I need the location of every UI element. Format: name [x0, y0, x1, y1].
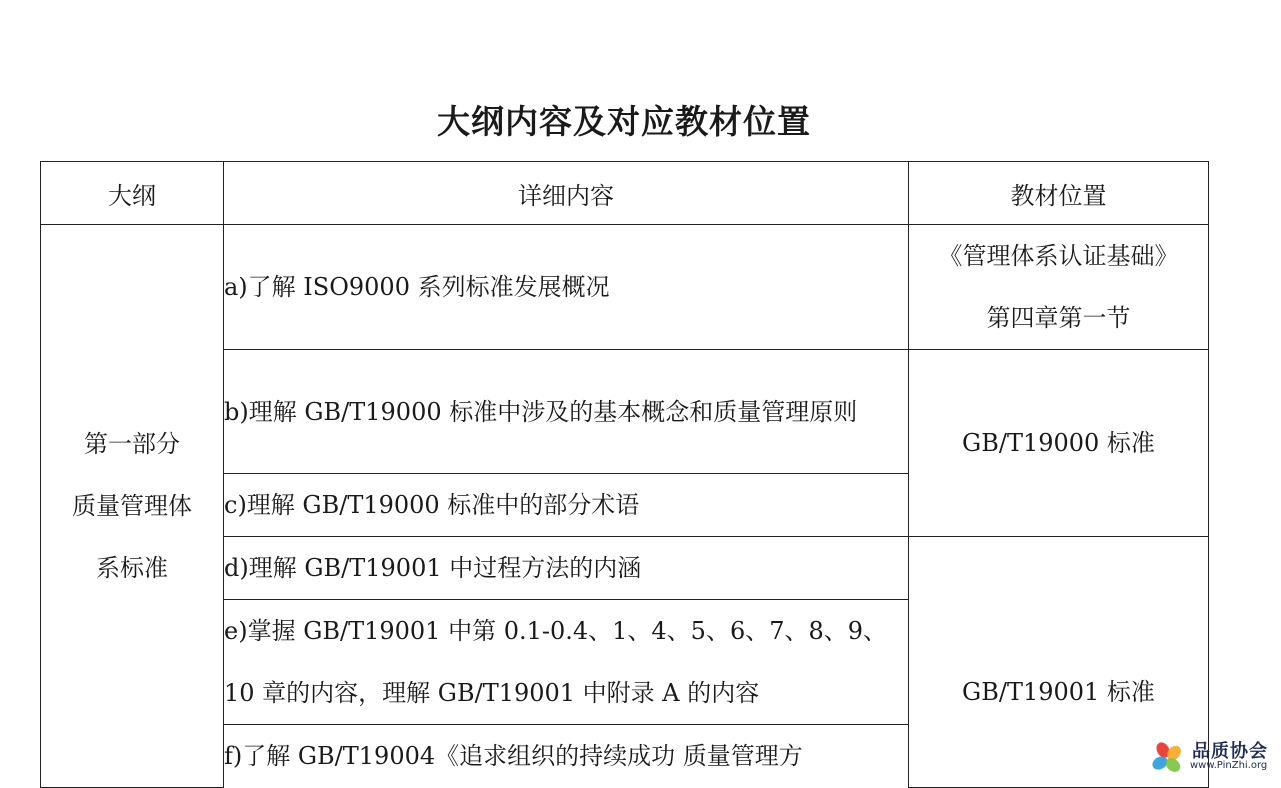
watermark-logo [1150, 737, 1278, 775]
detail-cell: d)理解 GB/T19001 中过程方法的内涵 [224, 537, 909, 600]
location-line: 第四章第一节 [986, 304, 1131, 332]
part-line: 第一部分 [84, 429, 180, 458]
header-row [41, 162, 1209, 225]
part-line: 质量管理体 [72, 491, 192, 520]
header-detail: 详细内容 [224, 162, 909, 225]
page-title: 大纲内容及对应教材位置 [437, 102, 811, 141]
location-line: 《管理体系认证基础》 [938, 242, 1179, 270]
location-cell: GB/T19001 标准 [909, 537, 1209, 788]
table-row [41, 225, 1209, 350]
detail-cell: e)掌握 GB/T19001 中第 0.1-0.4、1、4、5、6、7、8、9、10 章的内容，理解 GB/T19001 中附录 A 的内容 [224, 600, 909, 725]
outline-table [40, 161, 1209, 788]
logo-name: 品质协会 [1192, 741, 1268, 762]
location-cell [909, 225, 1209, 350]
detail-cell: b)理解 GB/T19000 标准中涉及的基本概念和质量管理原则 [224, 350, 909, 474]
detail-cell: c)理解 GB/T19000 标准中的部分术语 [224, 474, 909, 537]
part-cell [41, 225, 224, 788]
location-cell: GB/T19000 标准 [909, 350, 1209, 537]
logo-url: www.PinZhi.org [1190, 760, 1268, 771]
detail-cell: f)了解 GB/T19004《追求组织的持续成功 质量管理方 [224, 725, 909, 788]
header-outline: 大纲 [41, 162, 224, 225]
detail-cell: a)了解 ISO9000 系列标准发展概况 [224, 225, 909, 350]
part-line: 系标准 [96, 553, 168, 582]
flower-logo-icon [1150, 741, 1186, 773]
header-location: 教材位置 [909, 162, 1209, 225]
